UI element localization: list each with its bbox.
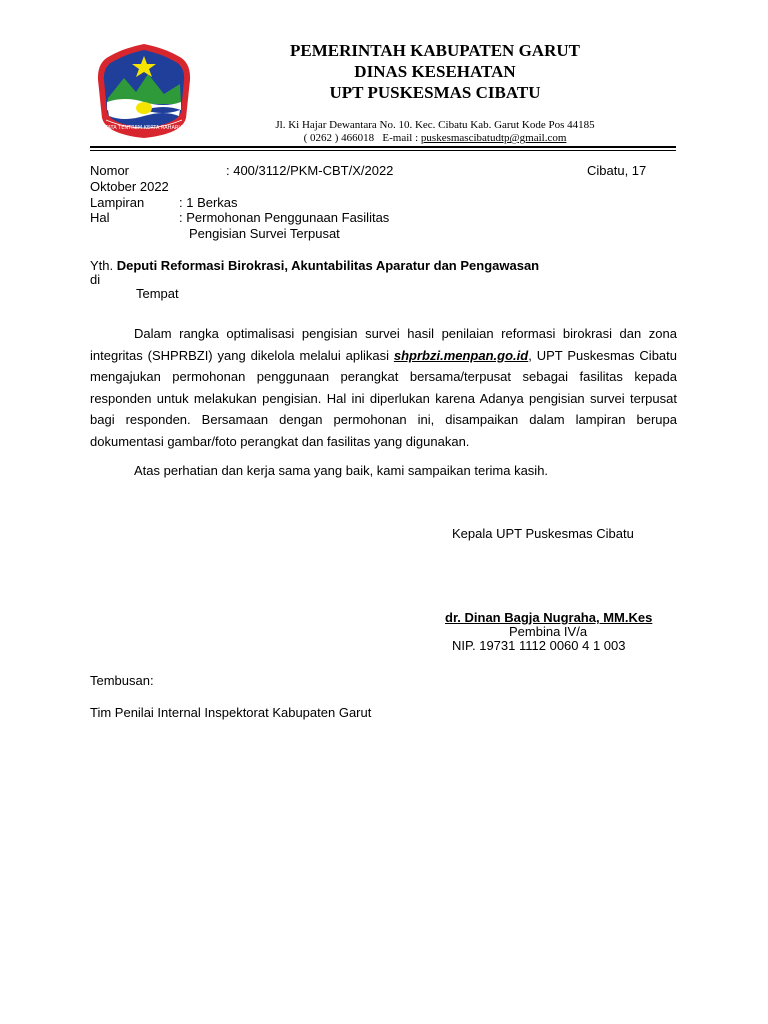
letterhead-government: PEMERINTAH KABUPATEN GARUT <box>290 41 580 60</box>
signatory-name: dr. Dinan Bagja Nugraha, MM.Kes <box>445 610 653 625</box>
signatory-rank: Pembina IV/a <box>509 624 588 639</box>
hal-value-line2: Pengisian Survei Terpusat <box>189 226 340 241</box>
cc-item: Tim Penilai Internal Inspektorat Kabupaten Garut <box>90 705 372 720</box>
contact-line <box>230 132 640 145</box>
header-rule-thin <box>90 150 676 151</box>
body-paragraph-1 <box>90 323 677 452</box>
lampiran-value: : 1 Berkas <box>179 195 238 210</box>
recipient-name: Deputi Reformasi Birokrasi, Akuntabilitas Aparatur dan Pengawasan <box>116 258 540 273</box>
body-paragraph-2: Atas perhatian dan kerja sama yang baik, kami sampaikan terima kasih. <box>134 463 549 478</box>
garut-regency-emblem-icon <box>94 40 194 140</box>
letterhead-address <box>230 119 640 145</box>
recipient-line <box>90 258 539 274</box>
signatory-nip: NIP. 19731 1112 0060 4 1 003 <box>452 638 626 653</box>
signature-title: Kepala UPT Puskesmas Cibatu <box>452 526 634 541</box>
nomor-label: Nomor <box>90 163 130 178</box>
address-line: Jl. Ki Hajar Dewantara No. 10. Kec. Cibatu Kab. Garut Kode Pos 44185 <box>275 119 595 131</box>
header-rule-thick <box>90 146 676 148</box>
emblem-motto: TATA TENTREM KERTA RAHARJA <box>104 125 184 131</box>
email-link[interactable]: puskesmascibatudtp@gmail.com <box>420 132 567 144</box>
lampiran-label: Lampiran <box>90 195 145 210</box>
nomor-value: : 400/3112/PKM-CBT/X/2022 <box>226 163 394 178</box>
letterhead <box>230 40 640 103</box>
paragraph-1-text-b: , UPT Puskesmas Cibatu mengajukan permohonan penggunaan perangkat bersama/terpusat sebagai fasilitas kepada responden untuk melakukan pengisian. Hal ini diperlukan karena Adanya pengisian survei terpusat bagi responden. Bersamaan dengan permohonan ini, disampaikan dalam lampiran berupa dokumentasi gambar/foto perangkat dan fasilitas yang digunakan. <box>90 347 677 449</box>
phone-number: ( 0262 ) 466018 <box>303 132 375 144</box>
letterhead-agency: DINAS KESEHATAN <box>354 62 516 81</box>
recipient-di: di <box>90 272 101 287</box>
paragraph-1-text-a: Dalam rangka optimalisasi pengisian survei hasil penilaian reformasi birokrasi dan zona integritas (SHPRBZI) yang dikelola melalui aplikasi <box>90 326 677 363</box>
shprbzi-link[interactable]: shprbzi.menpan.go.id <box>393 347 529 363</box>
letter-date-part1: Cibatu, 17 <box>587 163 647 178</box>
email-label: E-mail : <box>382 132 419 144</box>
cc-label: Tembusan: <box>90 673 154 688</box>
letter-date-part2: Oktober 2022 <box>90 179 169 194</box>
hal-value-line1: : Permohonan Penggunaan Fasilitas <box>179 210 390 225</box>
letterhead-unit: UPT PUSKESMAS CIBATU <box>329 83 541 102</box>
recipient-yth: Yth. <box>90 258 114 273</box>
recipient-place: Tempat <box>136 286 179 301</box>
hal-label: Hal <box>90 210 110 225</box>
